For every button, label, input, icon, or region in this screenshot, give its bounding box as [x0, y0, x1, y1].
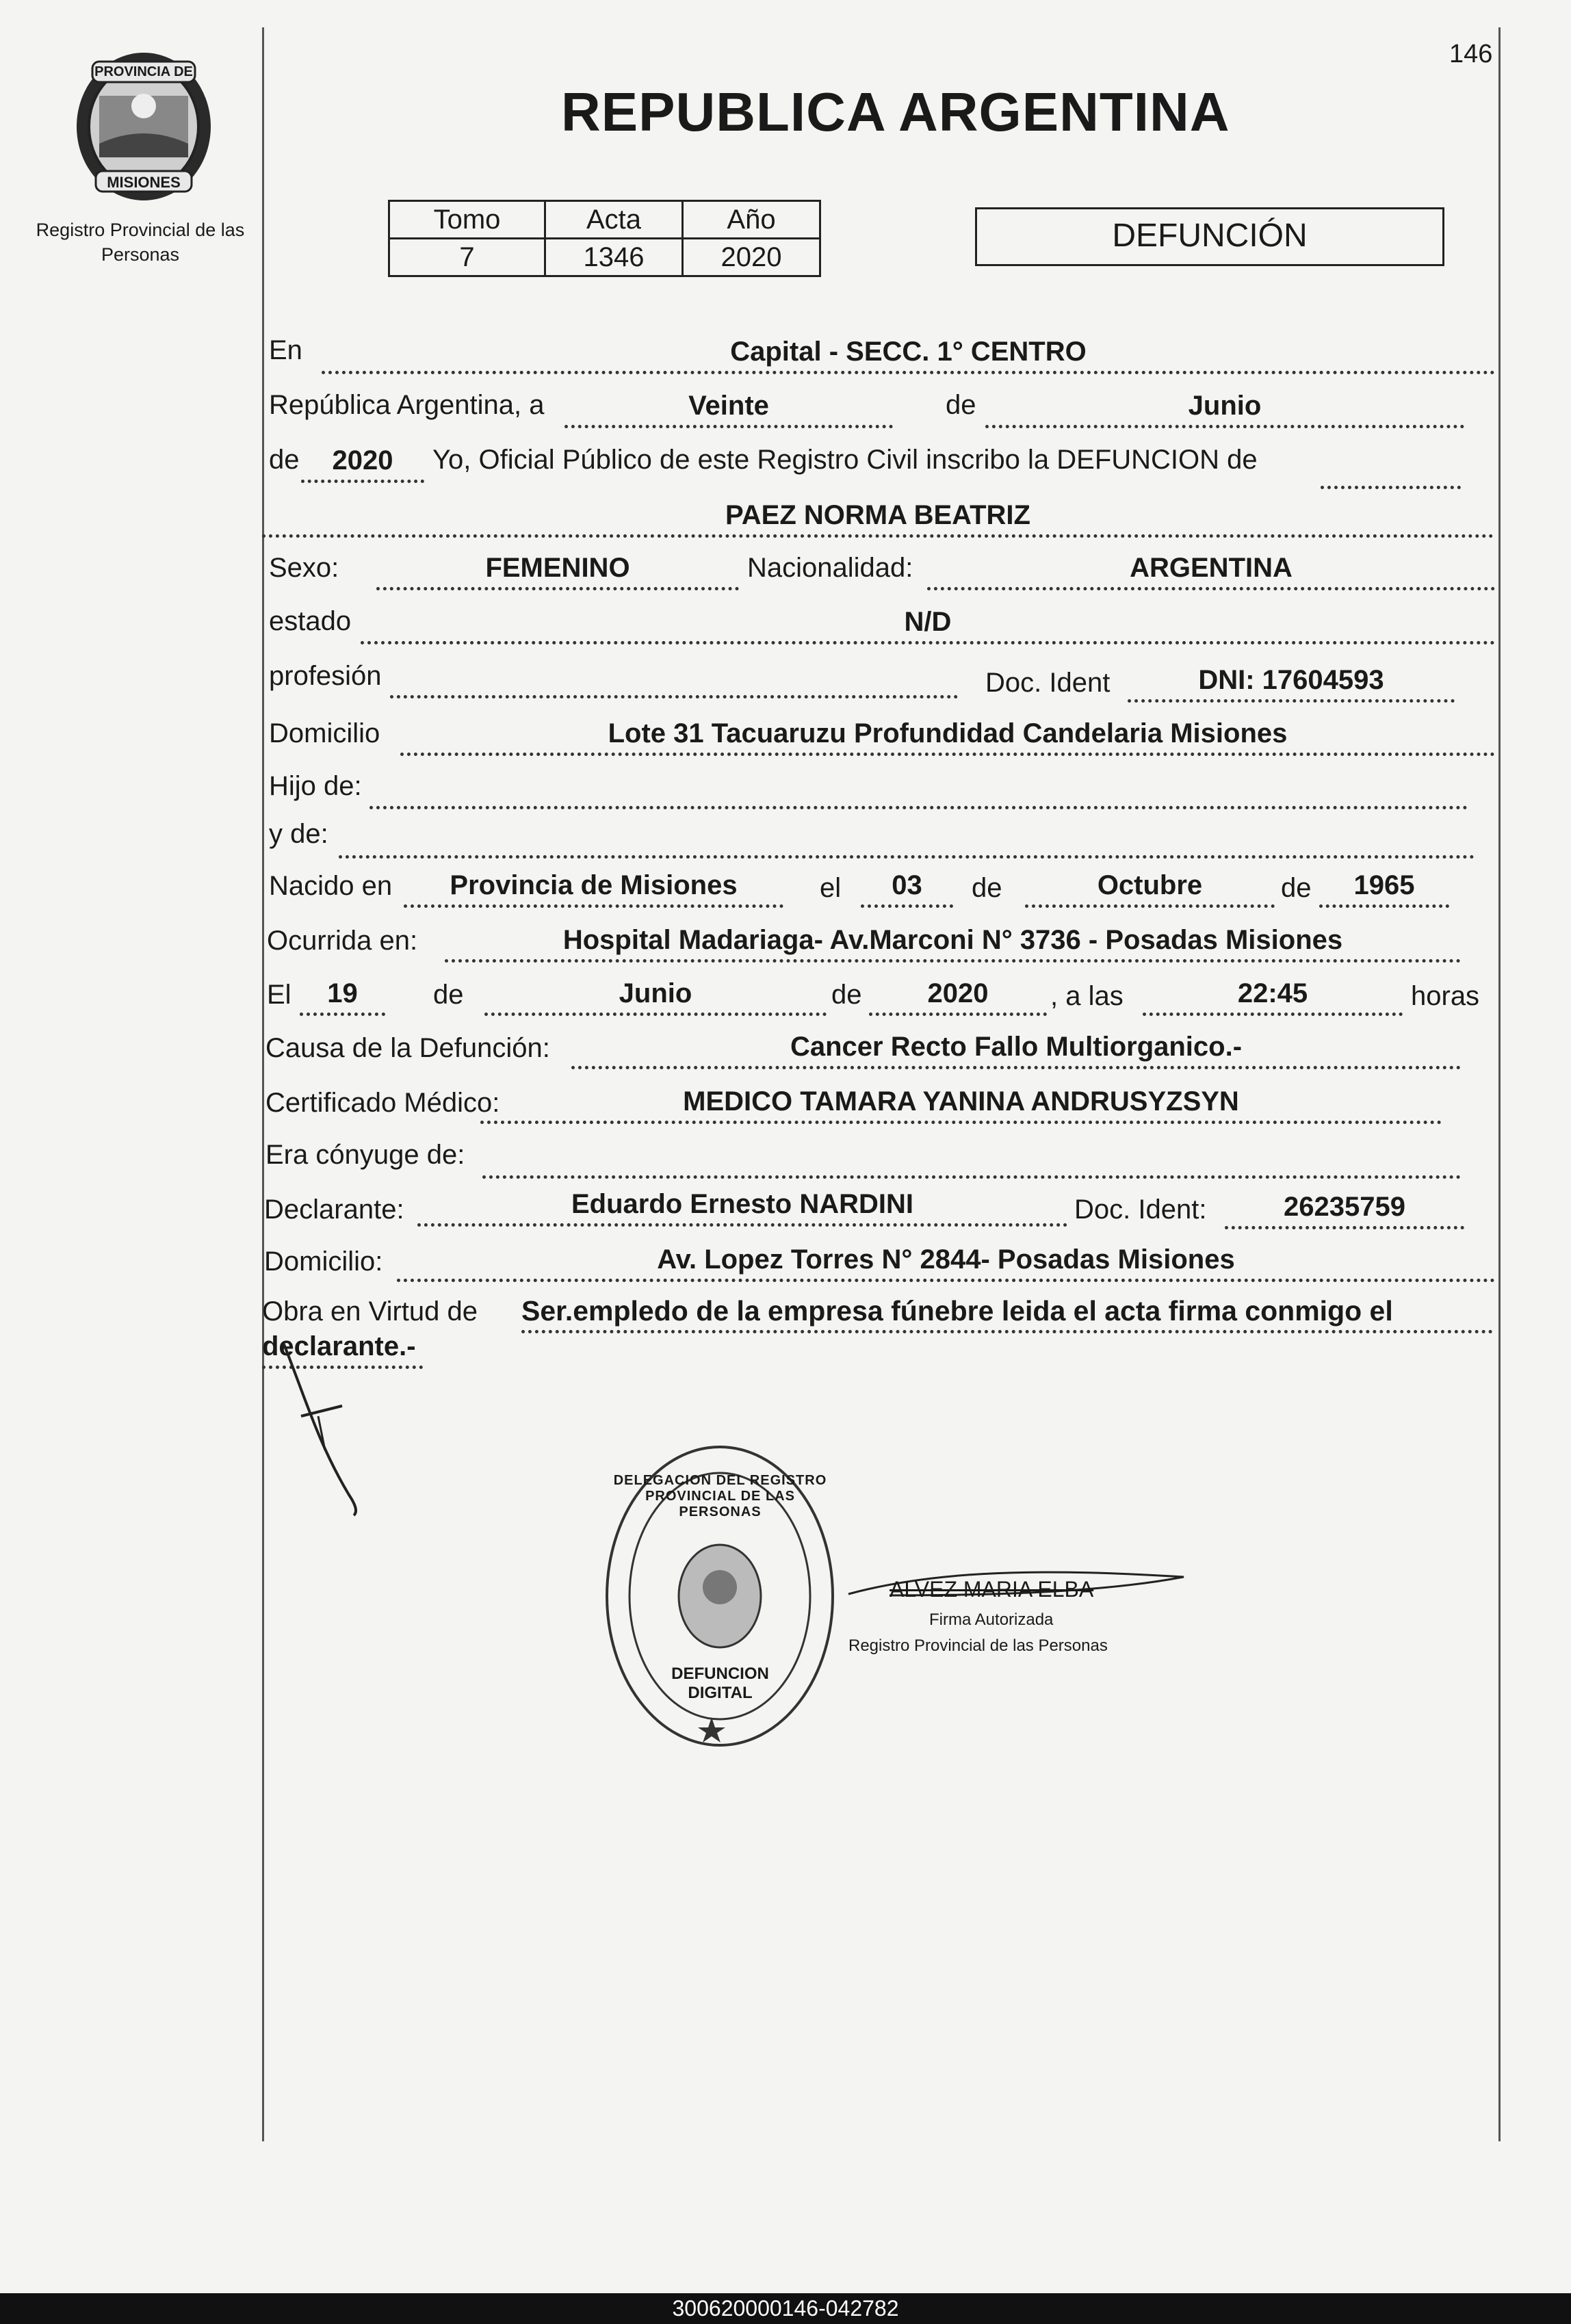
record-type-box: DEFUNCIÓN: [975, 207, 1444, 266]
document-title: REPUBLICA ARGENTINA: [561, 81, 1230, 142]
de-label-4: de: [433, 980, 464, 1010]
de-label-3: de: [1281, 873, 1312, 903]
anio-value: 2020: [683, 239, 820, 276]
doc-ident-label: Doc. Ident: [985, 668, 1111, 698]
estado-label: estado: [269, 606, 352, 636]
conyuge-dots: [482, 1138, 1461, 1179]
right-margin-line: [1498, 27, 1501, 2141]
profesion-label: profesión: [269, 661, 382, 691]
obra-line1: Ser.empledo de la empresa fúnebre leida el acta firma conmigo el: [521, 1293, 1493, 1333]
signature-line1: Firma Autorizada: [929, 1610, 1054, 1629]
en-value: Capital - SECC. 1° CENTRO: [322, 334, 1495, 374]
tomo-header: Tomo: [389, 201, 545, 239]
ocurrida-label: Ocurrida en:: [267, 926, 418, 956]
de-label-1: de: [946, 390, 976, 420]
horas-label: horas: [1411, 981, 1480, 1011]
causa-value: Cancer Recto Fallo Multiorganico.-: [571, 1029, 1461, 1069]
month-value: Junio: [985, 388, 1464, 428]
birth-year-value: 1965: [1319, 867, 1449, 908]
anio-header: Año: [683, 201, 820, 239]
hijo-dots: [369, 769, 1468, 809]
stamp-inner-text: DEFUNCION DIGITAL: [671, 1664, 769, 1702]
ocurrida-value: Hospital Madariaga- Av.Marconi N° 3736 - Posadas Misiones: [445, 922, 1461, 963]
statement-dots: [1321, 449, 1461, 489]
sexo-label: Sexo:: [269, 553, 339, 583]
acta-header: Acta: [545, 201, 683, 239]
yde-dots: [339, 818, 1475, 859]
emblem-top-text: PROVINCIA DE: [94, 64, 193, 79]
de-label-2: de: [972, 873, 1002, 903]
doc2-value: 26235759: [1225, 1189, 1464, 1229]
republica-label: República Argentina, a: [269, 390, 545, 420]
domicilio-value: Lote 31 Tacuaruzu Profundidad Candelaria Misiones: [400, 716, 1495, 756]
year-value: 2020: [301, 443, 424, 483]
day-words-value: Veinte: [564, 388, 893, 428]
nacido-value: Provincia de Misiones: [404, 867, 783, 908]
el-label: el: [820, 873, 842, 903]
certificado-value: MEDICO TAMARA YANINA ANDRUSYZSYN: [480, 1084, 1442, 1124]
birth-month-value: Octubre: [1025, 867, 1275, 908]
province-emblem: [65, 41, 222, 205]
profesion-dots: [390, 658, 958, 698]
el2-label: El: [267, 980, 291, 1010]
year-prefix-label: de: [269, 445, 300, 475]
birth-day-value: 03: [861, 867, 953, 908]
obra-label: Obra en Virtud de: [262, 1296, 478, 1327]
nacido-label: Nacido en: [269, 871, 393, 901]
en-label: En: [269, 335, 302, 365]
sexo-value: FEMENINO: [376, 550, 739, 590]
death-time-value: 22:45: [1143, 976, 1403, 1016]
domicilio2-label: Domicilio:: [264, 1246, 383, 1277]
domicilio-label: Domicilio: [269, 718, 380, 748]
estado-value: N/D: [361, 604, 1495, 644]
obra-line2: declarante.-: [262, 1329, 423, 1369]
conyuge-label: Era cónyuge de:: [265, 1140, 465, 1170]
registry-label: Registro Provincial de las Personas: [36, 220, 245, 265]
hijo-label: Hijo de:: [269, 771, 362, 801]
doc-ident-value: DNI: 17604593: [1128, 662, 1455, 703]
acta-value: 1346: [545, 239, 683, 276]
stamp-outer-text: DELEGACION DEL REGISTRO PROVINCIAL DE LAS PERSONAS: [613, 1473, 827, 1519]
declarante-value: Eduardo Ernesto NARDINI: [417, 1186, 1067, 1227]
deceased-name: PAEZ NORMA BEATRIZ: [262, 497, 1494, 538]
declarante-label: Declarante:: [264, 1194, 404, 1225]
de-label-5: de: [831, 980, 862, 1010]
nacionalidad-value: ARGENTINA: [927, 550, 1495, 590]
page-number: 146: [1449, 40, 1493, 68]
left-margin-line: [262, 27, 264, 2141]
causa-label: Causa de la Defunción:: [265, 1033, 550, 1063]
alas-label: , a las: [1050, 981, 1124, 1011]
signature-line2: Registro Provincial de las Personas: [848, 1636, 1108, 1655]
death-year-value: 2020: [869, 976, 1047, 1016]
doc2-label: Doc. Ident:: [1074, 1194, 1207, 1225]
certificado-label: Certificado Médico:: [265, 1088, 500, 1118]
domicilio2-value: Av. Lopez Torres N° 2844- Posadas Misiones: [397, 1242, 1495, 1282]
emblem-bottom-text: MISIONES: [107, 174, 181, 191]
nacionalidad-label: Nacionalidad:: [747, 553, 913, 583]
declarant-signature: [277, 1341, 380, 1519]
yde-label: y de:: [269, 819, 328, 849]
death-month-value: Junio: [484, 976, 827, 1016]
death-day-value: 19: [300, 976, 385, 1016]
registry-stamp: [602, 1440, 838, 1755]
statement-text: Yo, Oficial Público de este Registro Civil inscribo la DEFUNCION de: [432, 445, 1258, 475]
tomo-value: 7: [389, 239, 545, 276]
reference-table: [388, 200, 821, 277]
official-signature-name: ALVEZ MARIA ELBA: [890, 1577, 1094, 1602]
footer-code: 300620000146-042782: [0, 2293, 1571, 2324]
